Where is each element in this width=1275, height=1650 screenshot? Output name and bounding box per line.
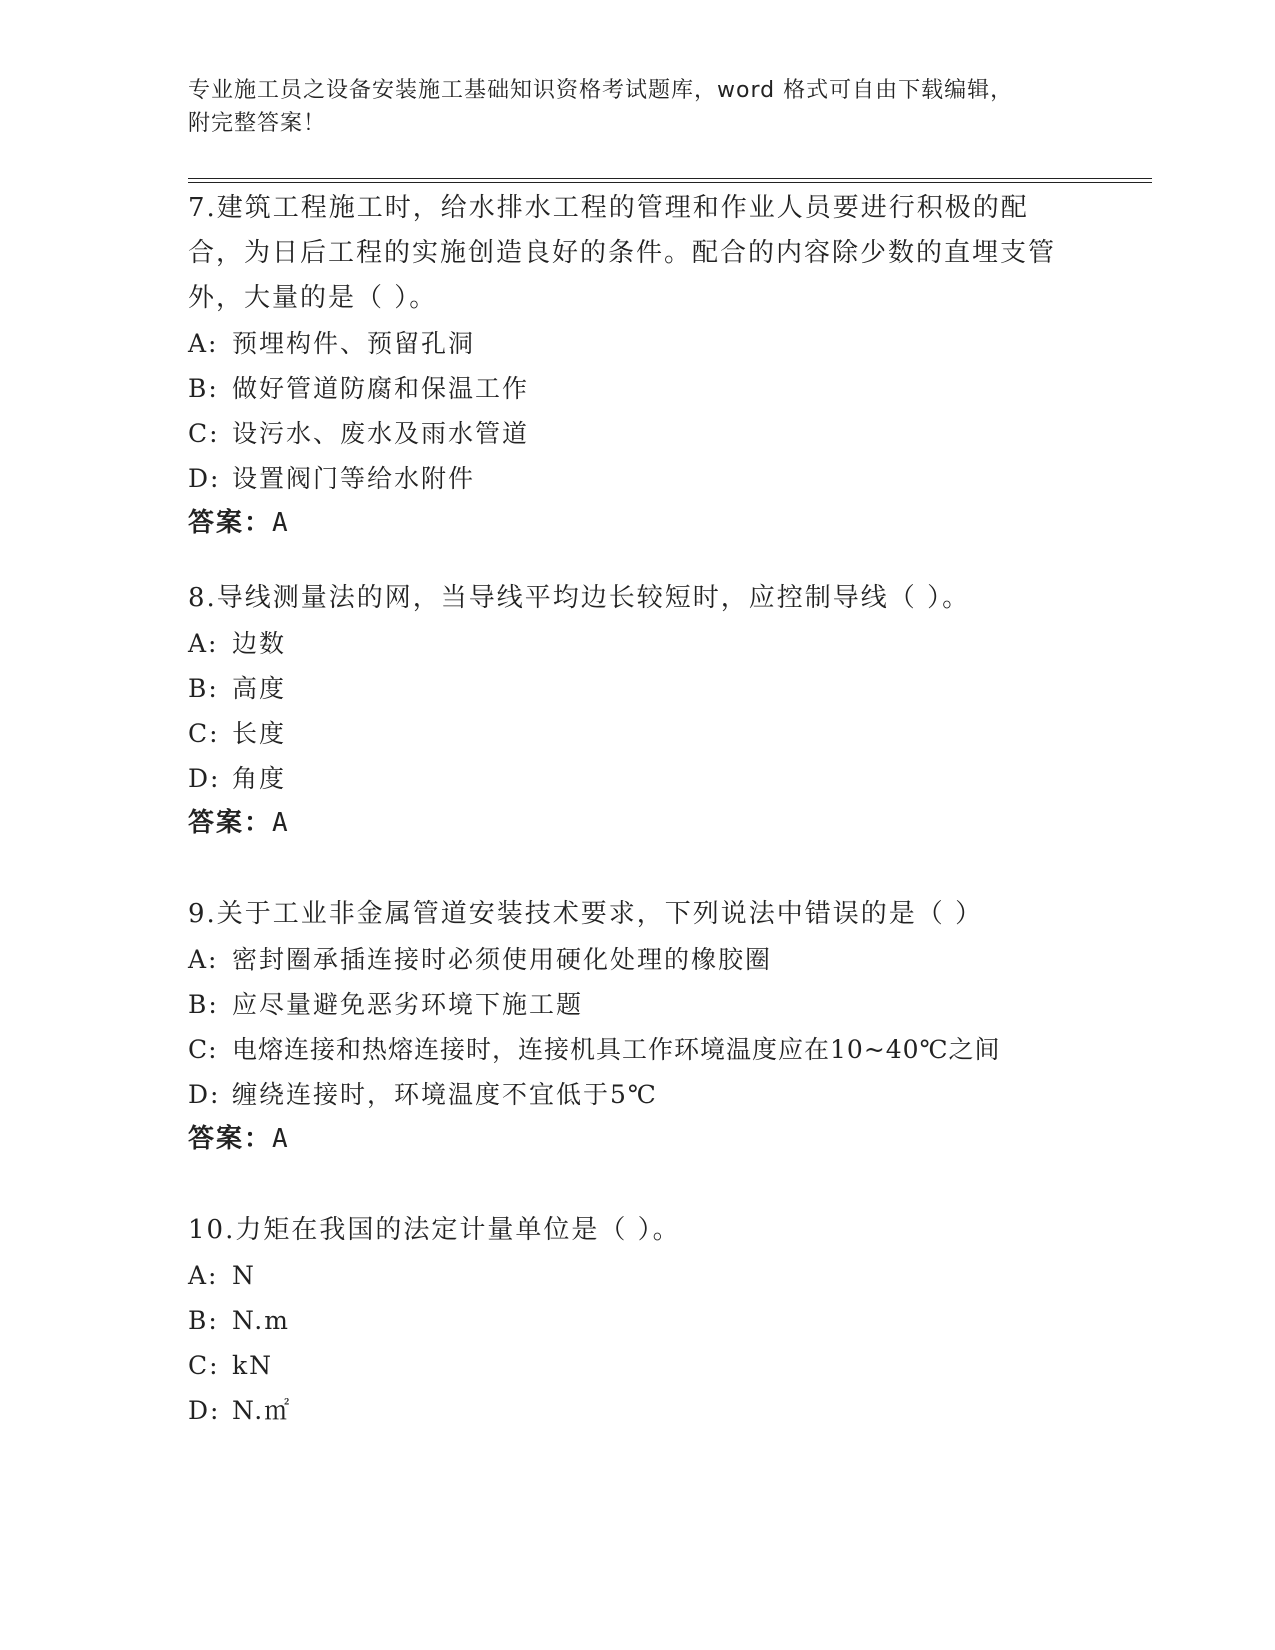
option-d: [188, 1388, 1068, 1433]
question-text: 8.导线测量法的网，当导线平均边长较短时，应控制导线（ ）。: [188, 583, 971, 613]
option-text: 设置阀门等给水附件: [232, 464, 476, 493]
option-letter: B:: [188, 1306, 219, 1335]
option-text: 预埋构件、预留孔洞: [232, 329, 476, 358]
option-letter: C:: [188, 719, 220, 748]
option-b: [188, 366, 1068, 411]
option-letter: B:: [188, 674, 219, 703]
option-text: N.㎡: [232, 1396, 292, 1425]
question-text: 9.关于工业非金属管道安装技术要求，下列说法中错误的是（ ）: [188, 899, 984, 929]
option-c: [188, 1343, 1068, 1388]
option-text: 做好管道防腐和保温工作: [232, 374, 530, 403]
option-text: 边数: [232, 629, 287, 658]
option-d: [188, 756, 1068, 801]
option-text: N: [232, 1261, 256, 1290]
option-letter: D:: [188, 1396, 221, 1425]
answer-value: A: [272, 1124, 290, 1154]
option-c: [188, 411, 1068, 456]
option-d: [188, 456, 1068, 501]
document-header: [188, 74, 1068, 140]
question-8: [188, 576, 1068, 846]
answer: [188, 801, 1068, 846]
answer-value: A: [272, 508, 290, 538]
option-text: N.m: [232, 1306, 290, 1335]
option-letter: A:: [188, 1261, 219, 1290]
question-9: [188, 892, 1068, 1162]
option-text: 高度: [232, 674, 287, 703]
option-b: [188, 1298, 1068, 1343]
option-text: 缠绕连接时，环境温度不宜低于5℃: [232, 1080, 658, 1109]
option-a: [188, 621, 1068, 666]
option-a: [188, 1253, 1068, 1298]
option-letter: A:: [188, 945, 219, 974]
option-a: [188, 321, 1068, 366]
option-letter: A:: [188, 329, 219, 358]
question-text: 10.力矩在我国的法定计量单位是（ ）。: [188, 1215, 681, 1245]
option-text: 密封圈承插连接时必须使用硬化处理的橡胶圈: [232, 945, 773, 974]
option-text: 角度: [232, 764, 287, 793]
answer-label: 答案：: [188, 1124, 273, 1154]
option-text: 应尽量避免恶劣环境下施工题: [232, 990, 584, 1019]
option-a: [188, 937, 1068, 982]
option-letter: D:: [188, 764, 221, 793]
option-d: [188, 1072, 1068, 1117]
question-text: 7.建筑工程施工时，给水排水工程的管理和作业人员要进行积极的配合，为日后工程的实施创造良好的条件。配合的内容除少数的直埋支管外，大量的是（ ）。: [188, 193, 1057, 313]
header-divider-top: [188, 178, 1152, 179]
option-letter: C:: [188, 419, 220, 448]
option-letter: B:: [188, 374, 219, 403]
option-letter: D:: [188, 464, 221, 493]
header-line-2: 附完整答案！: [188, 111, 327, 136]
header-divider-bottom: [188, 182, 1152, 183]
option-text: kN: [232, 1351, 274, 1380]
question-7: [188, 186, 1068, 546]
answer-label: 答案：: [188, 508, 273, 538]
option-text: 设污水、废水及雨水管道: [232, 419, 530, 448]
option-letter: A:: [188, 629, 219, 658]
option-c: [188, 711, 1068, 756]
option-text: 电熔连接和热熔连接时，连接机具工作环境温度应在10~40℃之间: [232, 1035, 1001, 1064]
header-line-1: 专业施工员之设备安装施工基础知识资格考试题库，word 格式可自由下载编辑，: [188, 78, 1014, 103]
answer: [188, 501, 1068, 546]
answer: [188, 1117, 1068, 1162]
option-b: [188, 982, 1068, 1027]
option-b: [188, 666, 1068, 711]
option-letter: C:: [188, 1035, 218, 1064]
option-letter: B:: [188, 990, 219, 1019]
answer-label: 答案：: [188, 808, 273, 838]
option-c: [188, 1027, 1068, 1072]
question-10: [188, 1208, 1068, 1433]
answer-value: A: [272, 808, 290, 838]
option-letter: D:: [188, 1080, 221, 1109]
option-letter: C:: [188, 1351, 220, 1380]
option-text: 长度: [232, 719, 287, 748]
